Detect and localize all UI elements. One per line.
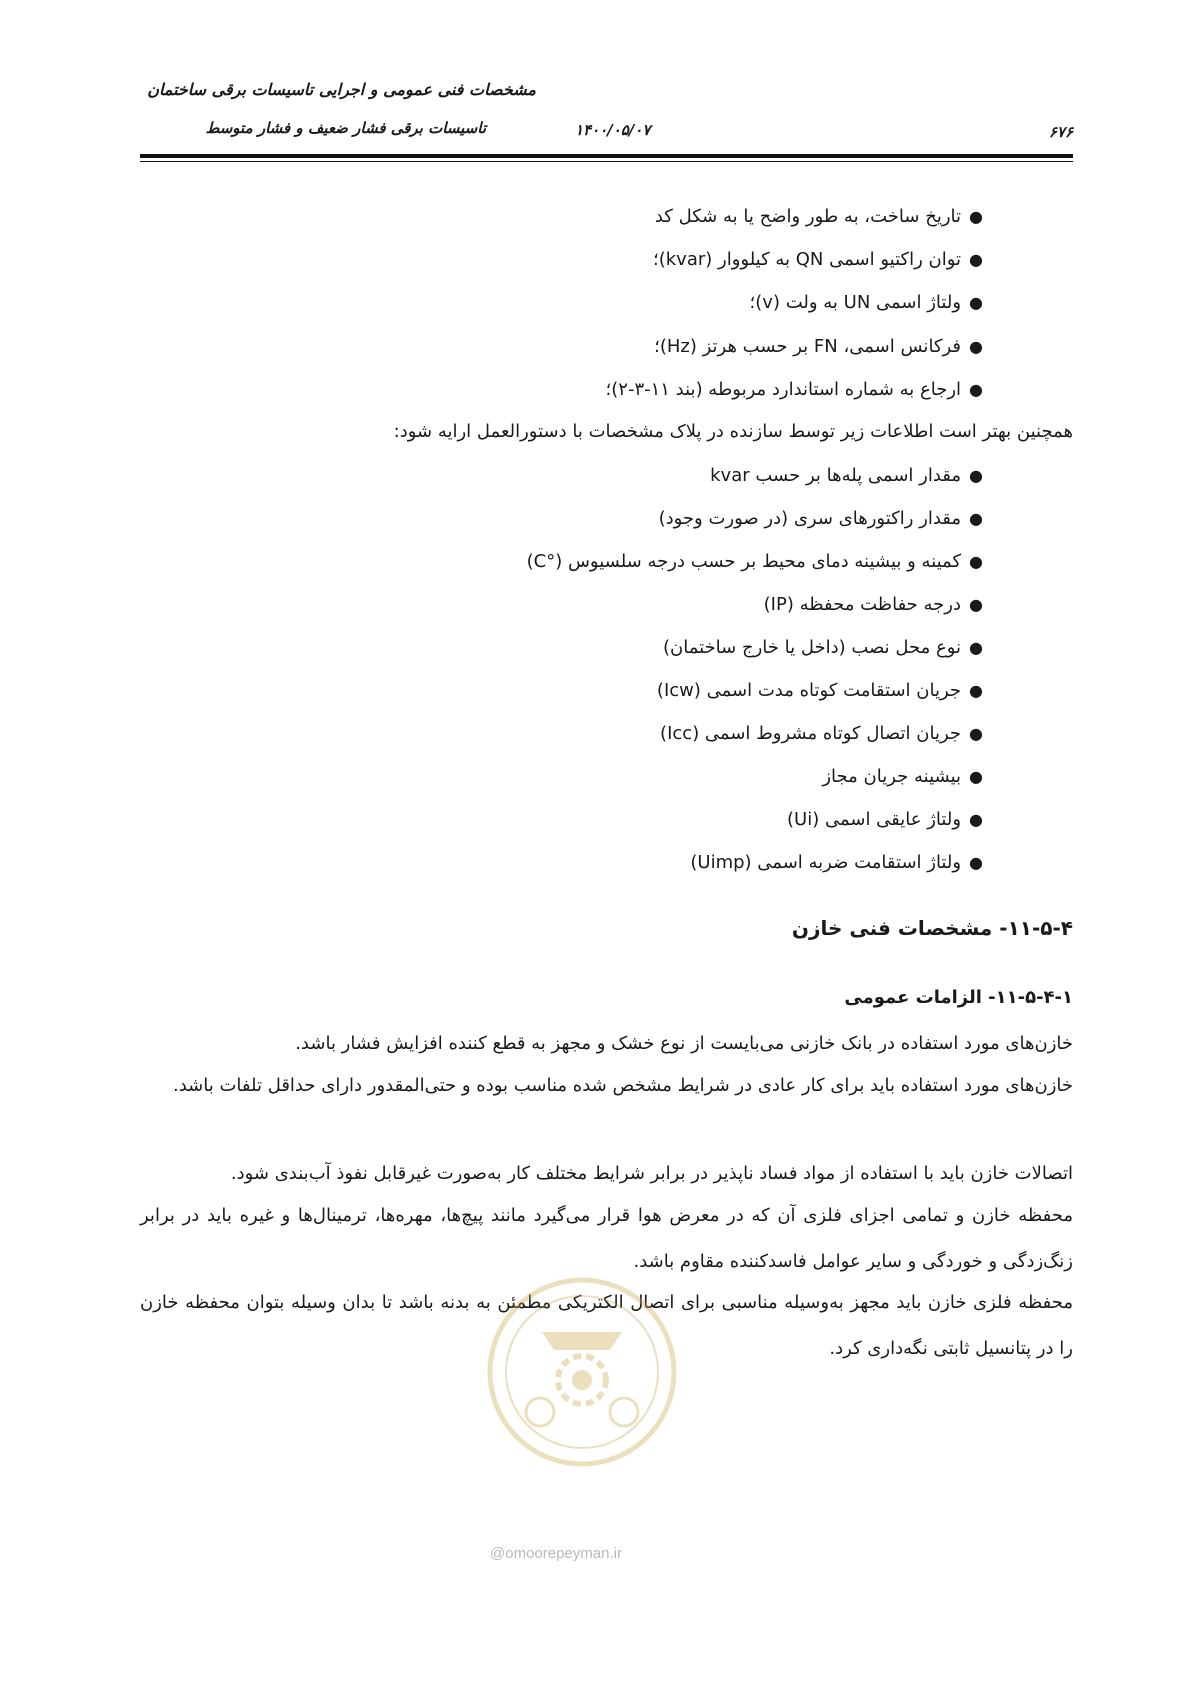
list-item: ●مقدار راکتورهای سری (در صورت وجود) xyxy=(658,508,983,529)
list-item: ●جریان استقامت کوتاه مدت اسمی (Icw) xyxy=(656,680,983,701)
body-paragraph: خازن‌های مورد استفاده در بانک خازنی می‌بایست از نوع خشک و مجهز به قطع کننده افزایش فشار باشد. xyxy=(295,1033,1073,1054)
bullet-icon: ● xyxy=(969,466,983,485)
list-item: ●درجه حفاظت محفظه (IP) xyxy=(763,594,983,615)
header-date: ۱۴۰۰/۰۵/۰۷ xyxy=(575,121,651,139)
subsection-heading: ۱۱-۵-۴-۱- الزامات عمومی xyxy=(844,987,1073,1008)
list-item: ●مقدار اسمی پله‌ها بر حسب kvar xyxy=(710,465,983,486)
at-icon: @ xyxy=(490,1545,506,1562)
bullet-icon: ● xyxy=(969,810,983,829)
body-paragraph: محفظه خازن و تمامی اجزای فلزی آن که در معرض هوا قرار می‌گیرد مانند پیچ‌ها، مهره‌ها، ترمینال‌ها و غیره باید در برابر زنگ‌زدگی و خوردگی و سایر عوامل فاسدکننده مقاوم باشد. xyxy=(140,1205,1073,1272)
watermark-seal-icon xyxy=(482,1272,682,1472)
header-subtitle: تاسیسات برقی فشار ضعیف و فشار متوسط xyxy=(205,119,486,137)
body-paragraph: خازن‌های مورد استفاده باید برای کار عادی در شرایط مشخص شده مناسب بوده و حتی‌المقدور دارای حداقل تلفات باشد. xyxy=(173,1075,1073,1096)
watermark-url: @omoorepeyman.ir xyxy=(490,1545,622,1562)
page-number: ۶۷۶ xyxy=(1048,123,1073,141)
list-item: ●فرکانس اسمی، FN بر حسب هرتز (Hz)؛ xyxy=(654,336,983,357)
body-paragraph: اتصالات خازن باید با استفاده از مواد فساد ناپذیر در برابر شرایط مختلف کار به‌صورت غیرقابل نفوذ آب‌بندی شود. xyxy=(230,1163,1073,1184)
bullet-icon: ● xyxy=(969,724,983,743)
bullet-icon: ● xyxy=(969,681,983,700)
section-heading: ۱۱-۵-۴- مشخصات فنی خازن xyxy=(791,916,1073,940)
bullet-icon: ● xyxy=(969,337,983,356)
list-item: ●ولتاژ اسمی UN به ولت (v)؛ xyxy=(749,292,983,313)
bullet-icon: ● xyxy=(969,250,983,269)
bullet-icon: ● xyxy=(969,595,983,614)
bullet-icon: ● xyxy=(969,767,983,786)
bullet-icon: ● xyxy=(969,853,983,872)
bullet-icon: ● xyxy=(969,638,983,657)
bullet-icon: ● xyxy=(969,380,983,399)
list-item: ●نوع محل نصب (داخل یا خارج ساختمان) xyxy=(662,637,983,658)
list-item: ●ارجاع به شماره استاندارد مربوطه (بند ۱۱-۳-۲)؛ xyxy=(605,379,983,400)
list-item: ●ولتاژ استقامت ضربه اسمی (Uimp) xyxy=(690,852,983,873)
intro-paragraph: همچنین بهتر است اطلاعات زیر توسط سازنده در پلاک مشخصات با دستورالعمل ارایه شود: xyxy=(393,421,1073,442)
bullet-icon: ● xyxy=(969,207,983,226)
header-title: مشخصات فنی عمومی و اجرایی تاسیسات برقی ساختمان xyxy=(147,80,536,99)
list-item: ●ولتاژ عایقی اسمی (Ui) xyxy=(787,809,983,830)
bullet-icon: ● xyxy=(969,293,983,312)
body-paragraph: محفظه فلزی خازن باید مجهز به‌وسیله مناسبی برای اتصال الکتریکی مطمئن به بدنه باشد تا بدان وسیله بتوان محفظه خازن را در پتانسیل ثابتی نگه‌داری کرد. xyxy=(140,1292,1073,1359)
bullet-icon: ● xyxy=(969,509,983,528)
bullet-icon: ● xyxy=(969,552,983,571)
list-item: ●جریان اتصال کوتاه مشروط اسمی (Icc) xyxy=(660,723,983,744)
header-rule-thick xyxy=(140,154,1073,158)
list-item: ●بیشینه جریان مجاز xyxy=(822,766,983,787)
header-rule-thin xyxy=(140,161,1073,162)
list-item: ●توان راکتیو اسمی QN به کیلووار (kvar)؛ xyxy=(653,249,983,270)
list-item: ●تاریخ ساخت، به طور واضح یا به شکل کد xyxy=(654,206,983,227)
list-item: ●کمینه و بیشینه دمای محیط بر حسب درجه سلسیوس (°C) xyxy=(526,551,983,572)
